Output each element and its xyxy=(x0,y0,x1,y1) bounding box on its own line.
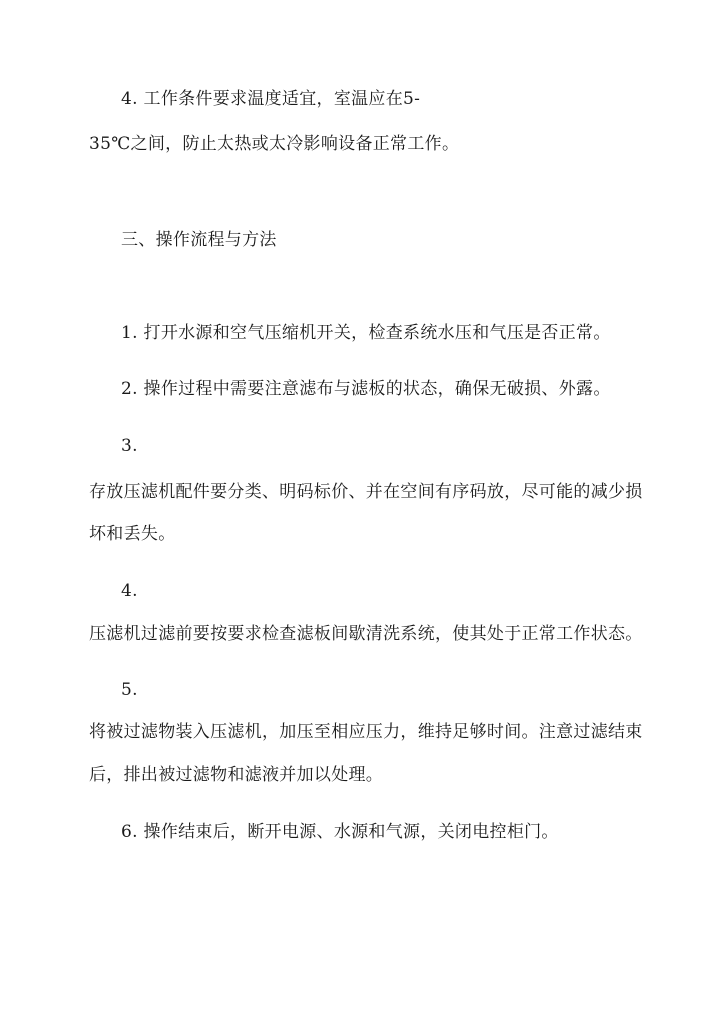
prev-item4-line2: 35℃之间，防止太热或太冷影响设备正常工作。 xyxy=(89,134,460,154)
step-6: 6. 操作结束后，断开电源、水源和气源，关闭电控柜门。 xyxy=(121,822,559,842)
step-5-number: 5. xyxy=(121,680,138,700)
step-5-line1: 将被过滤物装入压滤机，加压至相应压力，维持足够时间。注意过滤结束 xyxy=(89,722,643,742)
step-4-line1: 压滤机过滤前要按要求检查滤板间歇清洗系统，使其处于正常工作状态。 xyxy=(89,624,643,644)
step-3-number: 3. xyxy=(121,436,138,456)
step-3-line2: 坏和丢失。 xyxy=(89,524,176,544)
step-5-line2: 后，排出被过滤物和滤液并加以处理。 xyxy=(89,765,384,785)
section-heading: 三、操作流程与方法 xyxy=(121,230,277,250)
step-1: 1. 打开水源和空气压缩机开关，检查系统水压和气压是否正常。 xyxy=(121,323,611,343)
step-2: 2. 操作过程中需要注意滤布与滤板的状态，确保无破损、外露。 xyxy=(121,379,611,399)
prev-item4-line1: 4. 工作条件要求温度适宜，室温应在5- xyxy=(121,89,421,109)
step-3-line1: 存放压滤机配件要分类、明码标价、并在空间有序码放，尽可能的减少损 xyxy=(89,482,643,502)
step-4-number: 4. xyxy=(121,581,138,601)
